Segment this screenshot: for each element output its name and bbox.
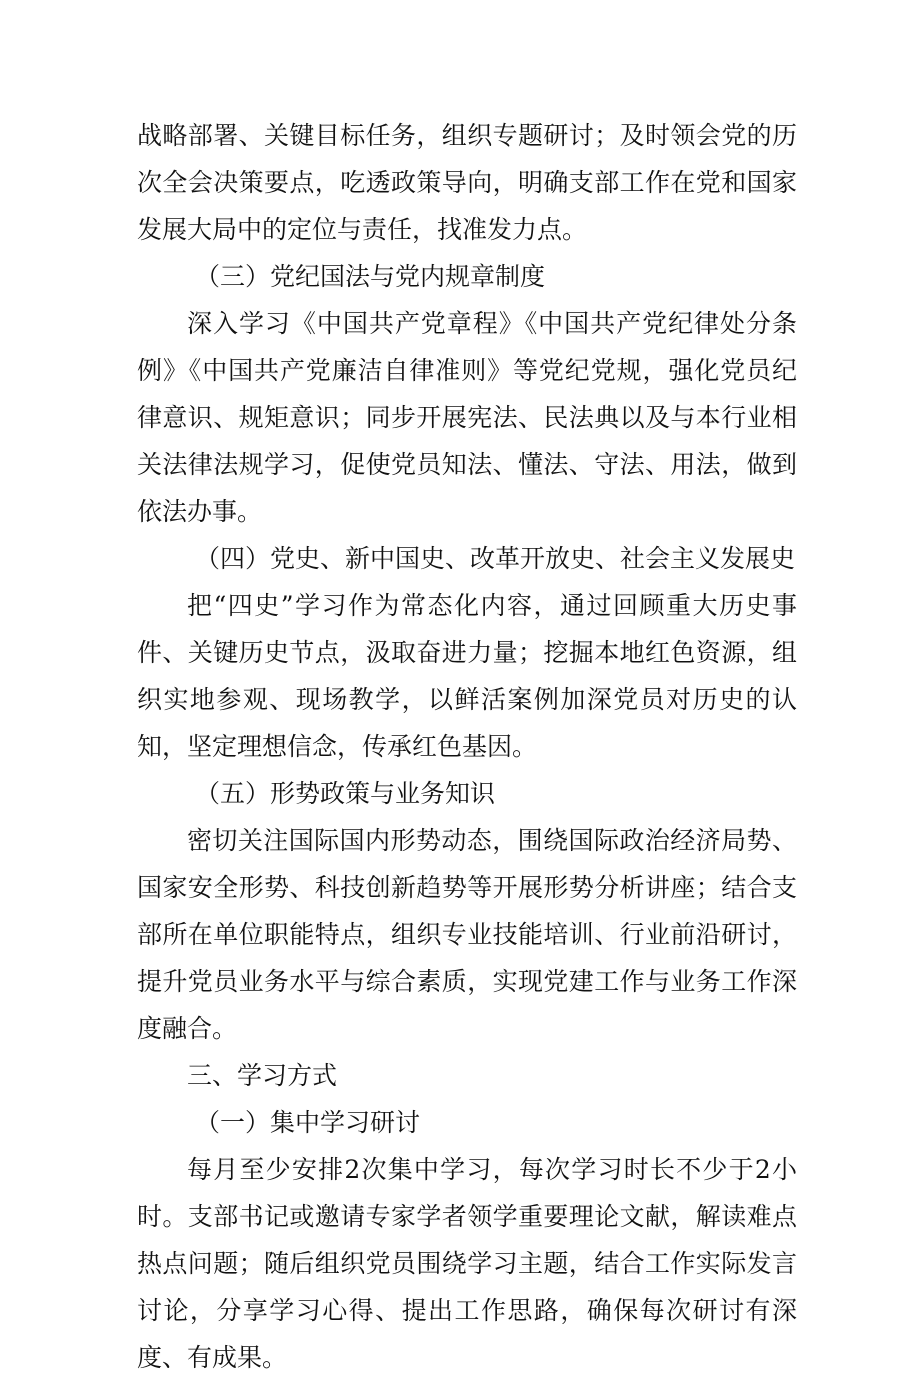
paragraph-group-study: 每月至少安排2次集中学习，每次学习时长不少于2小时。支部书记或邀请专家学者领学重要理论文献，解读难点热点问题；随后组织党员围绕学习主题，结合工作实际发言讨论，分享学习心得、提出工作思路，确保每次研讨有深度、有成果。 — [137, 1155, 797, 1372]
section-heading-5: （五）形势政策与业务知识 — [195, 779, 496, 808]
chapter-heading-learning-methods: 三、学习方式 — [187, 1061, 338, 1090]
paragraph-policy-knowledge: 密切关注国际国内形势动态，围绕国际政治经济局势、国家安全形势、科技创新趋势等开展形势分析讲座；结合支部所在单位职能特点，组织专业技能培训、行业前沿研讨，提升党员业务水平与综合素质，实现党建工作与业务工作深度融合。 — [137, 826, 797, 1043]
paragraph-continued: 战略部署、关键目标任务，组织专题研讨；及时领会党的历次全会决策要点，吃透政策导向，明确支部工作在党和国家发展大局中的定位与责任，找准发力点。 — [137, 121, 797, 244]
section-heading-1: （一）集中学习研讨 — [195, 1108, 421, 1137]
section-heading-3: （三）党纪国法与党内规章制度 — [195, 262, 546, 291]
paragraph-party-rules: 深入学习《中国共产党章程》《中国共产党纪律处分条例》《中国共产党廉洁自律准则》等党纪党规，强化党员纪律意识、规矩意识；同步开展宪法、民法典以及与本行业相关法律法规学习，促使党员知法、懂法、守法、用法，做到依法办事。 — [137, 309, 797, 526]
section-heading-4: （四）党史、新中国史、改革开放史、社会主义发展史 — [195, 544, 796, 573]
paragraph-four-histories: 把“四史”学习作为常态化内容，通过回顾重大历史事件、关键历史节点，汲取奋进力量；挖掘本地红色资源，组织实地参观、现场教学，以鲜活案例加深党员对历史的认知，坚定理想信念，传承红色基因。 — [137, 591, 797, 761]
document-body — [137, 112, 797, 1381]
